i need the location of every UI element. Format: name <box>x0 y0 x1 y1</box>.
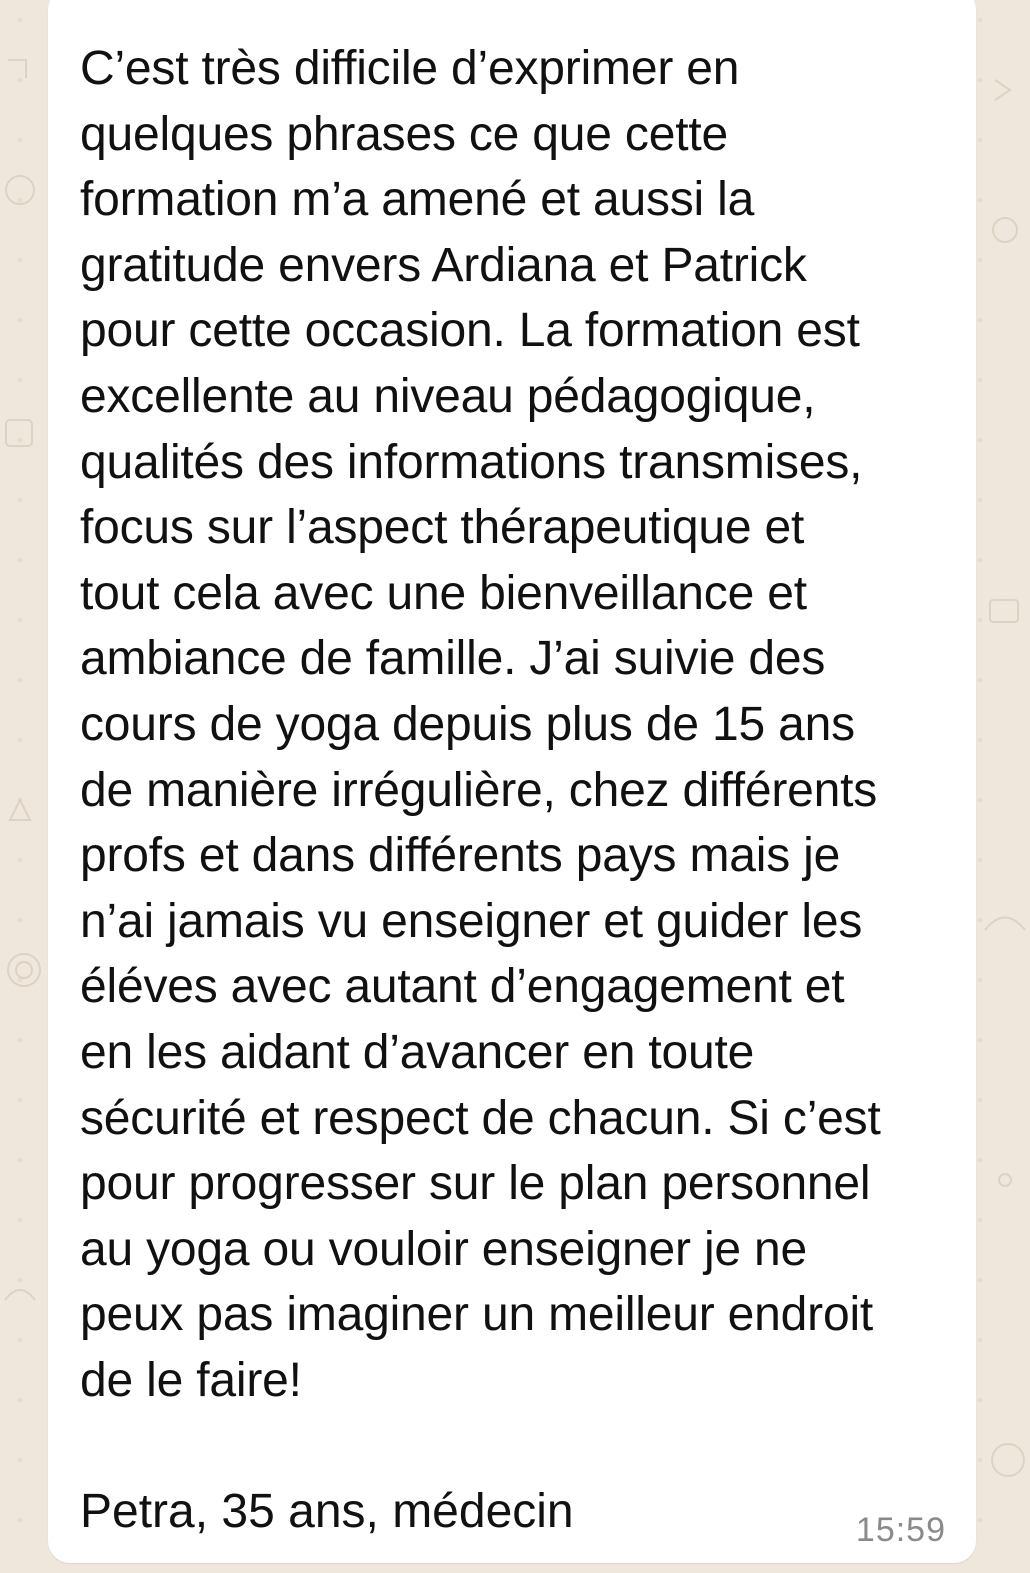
message-line: C’est très difficile d’exprimer en <box>80 42 740 95</box>
message-line: peux pas imaginer un meilleur endroit <box>80 1288 874 1342</box>
message-line: qualités des informations transmises, <box>80 435 863 489</box>
message-line: focus sur l’aspect thérapeutique et <box>80 501 805 555</box>
message-signature: Petra, 35 ans, médecin <box>80 1485 574 1538</box>
message-line: de le faire! <box>80 1353 302 1407</box>
message-line: ambiance de famille. J’ai suivie des <box>80 632 826 686</box>
message-line: tout cela avec une bienveillance et <box>80 566 807 620</box>
message-line: pour cette occasion. La formation est <box>80 304 860 358</box>
message-line: quelques phrases ce que cette <box>80 107 728 161</box>
message-line: de manière irrégulière, chez différents <box>80 763 878 817</box>
message-line: pour progresser sur le plan personnel <box>80 1157 871 1211</box>
message-line: excellente au niveau pédagogique, <box>80 369 816 423</box>
message-line: au yoga ou vouloir enseigner je ne <box>80 1222 808 1276</box>
message-timestamp: 15:59 <box>855 1511 946 1549</box>
message-line: profs et dans différents pays mais je <box>80 829 841 883</box>
message-line: éléves avec autant d’engagement et <box>80 960 845 1014</box>
message-line: n’ai jamais vu enseigner et guider les <box>80 894 863 948</box>
message-text <box>80 36 960 1413</box>
message-line: sécurité et respect de chacun. Si c’est <box>80 1091 881 1145</box>
message-line: formation m’a amené et aussi la <box>80 173 755 227</box>
message-line: cours de yoga depuis plus de 15 ans <box>80 697 855 751</box>
message-line: en les aidant d’avancer en toute <box>80 1025 755 1079</box>
message-line: gratitude envers Ardiana et Patrick <box>80 238 807 292</box>
